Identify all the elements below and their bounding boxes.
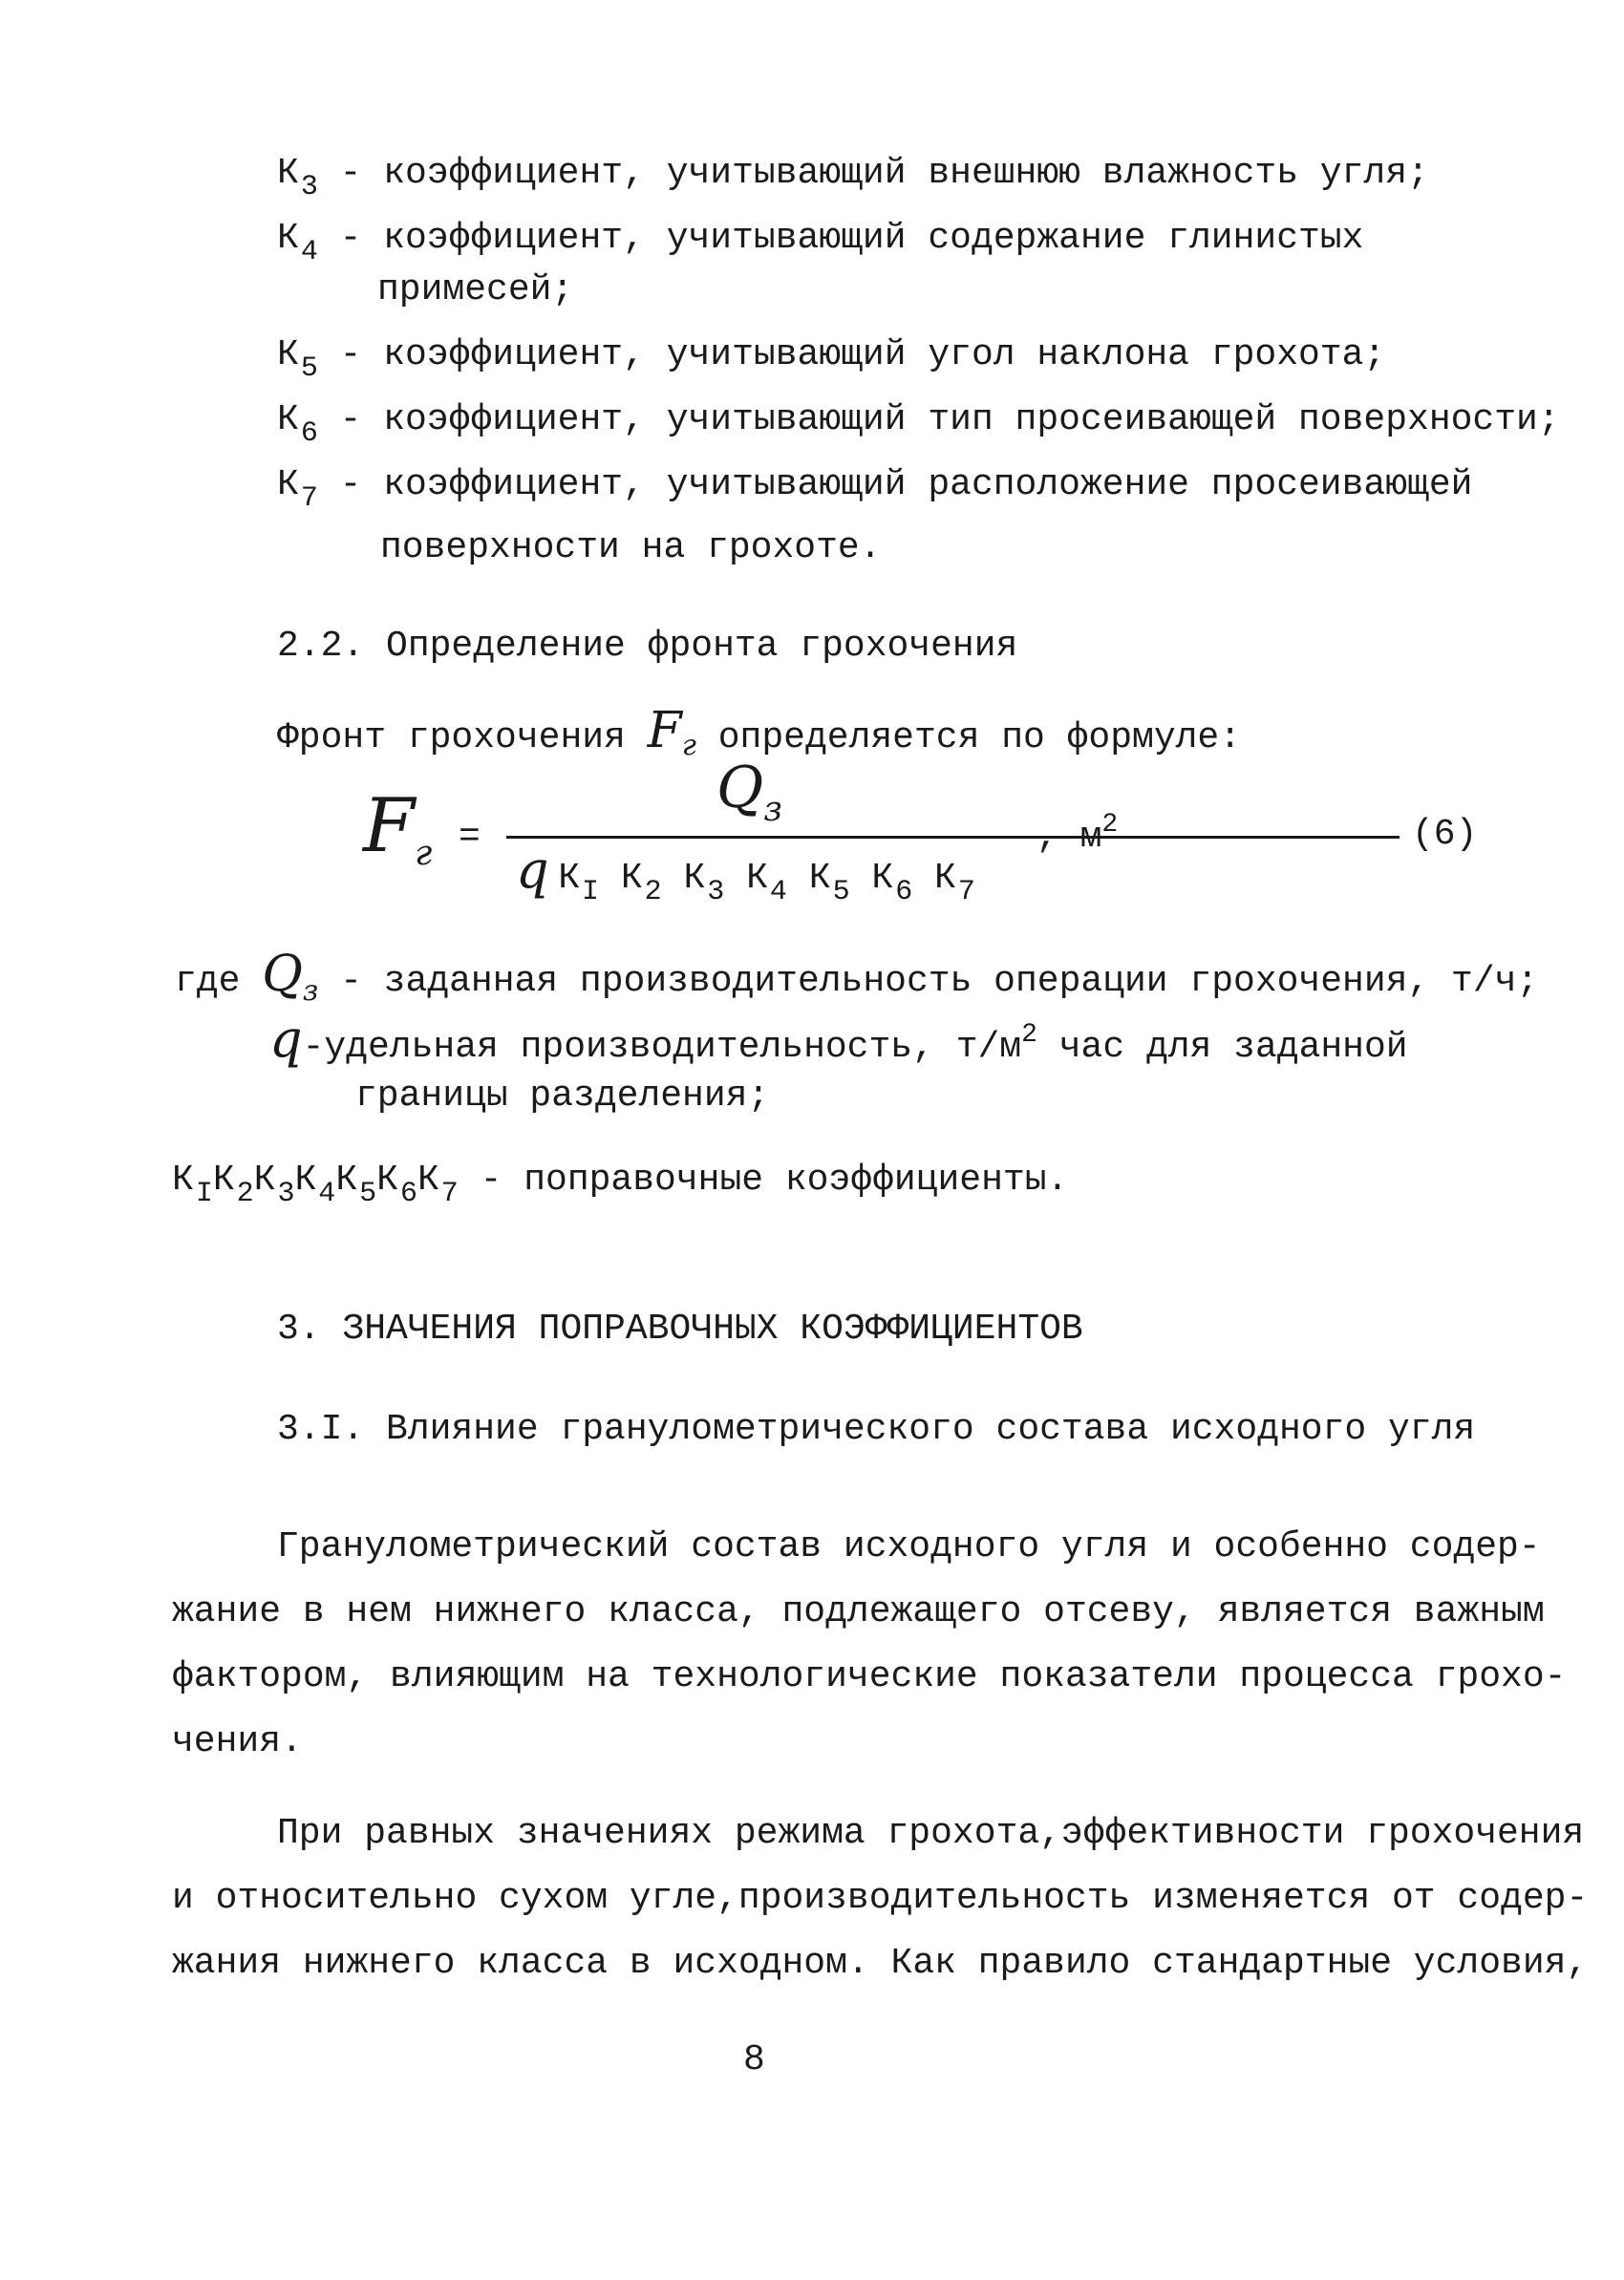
paragraph-2-line-3: жания нижнего класса в исходном. Как правило стандартные условия,: [172, 1943, 1589, 1984]
definition-text: - коэффициент, учитывающий содержание глинистых: [339, 218, 1364, 259]
definition-text: - коэффициент, учитывающий внешнюю влажность угля;: [339, 153, 1429, 194]
coefficient-symbol: К: [277, 334, 299, 375]
q-symbol: q: [269, 1009, 303, 1069]
unit-text: , м: [1036, 817, 1102, 858]
definition-k7-continuation: поверхности на грохоте.: [380, 527, 882, 568]
q-description-superscript: 2: [1021, 1020, 1037, 1050]
factor-symbol: К: [746, 858, 768, 899]
coeff-subscript: 6: [399, 1178, 417, 1210]
coeff-symbol: К: [253, 1160, 276, 1201]
factor-symbol: К: [558, 858, 580, 899]
section-2-2-heading: 2.2. Определение фронта грохочения: [277, 626, 1018, 667]
factor-subscript: I: [582, 876, 600, 908]
coeff-symbol: К: [172, 1160, 194, 1201]
q3-symbol: Q: [262, 946, 303, 1003]
coeff-subscript: 2: [236, 1178, 254, 1210]
factor-symbol: К: [683, 858, 706, 899]
where-q3-line: [175, 946, 1539, 1008]
factor-subscript: 5: [832, 876, 850, 908]
coefficient-symbol: К: [277, 464, 299, 505]
coefficient-subscript: 4: [300, 236, 318, 268]
where-q-line: [269, 1011, 1408, 1072]
section-3-1-heading: 3.I. Влияние гранулометрического состава исходного угля: [277, 1409, 1476, 1450]
factor-subscript: 7: [957, 876, 975, 908]
coeff-symbol: К: [335, 1160, 358, 1201]
definition-k5: [277, 334, 1386, 385]
formula-equals: =: [459, 817, 481, 858]
numerator-symbol: Q: [716, 755, 764, 821]
coeff-symbol: К: [212, 1160, 235, 1201]
coefficient-subscript: 6: [300, 417, 318, 450]
formula-6: [363, 755, 1509, 912]
coefficient-symbol: К: [277, 218, 299, 259]
coeff-subscript: 3: [277, 1178, 295, 1210]
factor-subscript: 2: [644, 876, 662, 908]
factor-symbol: К: [871, 858, 894, 899]
definition-text: - коэффициент, учитывающий расположение просеивающей: [339, 464, 1473, 505]
factor-symbol: К: [808, 858, 831, 899]
front-intro-after: определяется по формуле:: [717, 717, 1242, 758]
factor-subscript: 3: [707, 876, 725, 908]
factor-subscript: 4: [769, 876, 787, 908]
paragraph-2-line-1: При равных значениях режима грохота,эффективности грохочения: [277, 1813, 1585, 1854]
formula-lhs-symbol: F: [363, 783, 416, 869]
denominator-factors: [558, 858, 975, 908]
coeff-subscript: 5: [359, 1178, 377, 1210]
where-coefficients-line: [172, 1160, 1069, 1210]
paragraph-2-line-2: и относительно сухом угле,производительность изменяется от содер-: [172, 1878, 1589, 1919]
section-3-heading: 3. ЗНАЧЕНИЯ ПОПРАВОЧНЫХ КОЭФФИЦИЕНТОВ: [277, 1309, 1083, 1350]
numerator-subscript: з: [763, 790, 782, 829]
coefficients-description: - поправочные коэффициенты.: [480, 1160, 1069, 1201]
denominator-q: q: [516, 840, 549, 900]
coefficient-subscript: 3: [300, 171, 318, 203]
front-intro: [277, 702, 1242, 762]
formula-lhs-subscript: г: [415, 834, 433, 873]
factor-symbol: К: [934, 858, 956, 899]
fraction-bar: [506, 836, 1400, 839]
unit-superscript: 2: [1101, 810, 1119, 840]
paragraph-1-line-3: фактором, влияющим на технологические показатели процесса грохо-: [172, 1656, 1567, 1697]
definition-k6: [277, 399, 1560, 450]
q-description-part1: -удельная производительность, т/м: [302, 1027, 1022, 1068]
factor-subscript: 6: [895, 876, 913, 908]
definition-text: - коэффициент, учитывающий тип просеивающей поверхности;: [339, 399, 1560, 440]
factor-symbol: К: [620, 858, 643, 899]
coeff-subscript: 4: [318, 1178, 336, 1210]
front-intro-before: Фронт грохочения: [277, 717, 626, 758]
coeff-symbol: К: [376, 1160, 398, 1201]
definition-text: - коэффициент, учитывающий угол наклона грохота;: [339, 334, 1386, 375]
where-q-continuation: границы разделения;: [355, 1076, 770, 1117]
coefficient-symbol: К: [277, 399, 299, 440]
front-symbol: F: [647, 702, 682, 759]
definition-k7: [277, 464, 1473, 515]
coeff-symbol: К: [417, 1160, 439, 1201]
paragraph-1-line-4: чения.: [172, 1721, 303, 1762]
paragraph-1-line-1: Гранулометрический состав исходного угля и особенно содер-: [277, 1526, 1541, 1567]
coeff-subscript: 7: [440, 1178, 459, 1210]
paragraph-1-line-2: жание в нем нижнего класса, подлежащего отсеву, является важным: [172, 1591, 1545, 1632]
coefficient-subscript: 7: [300, 482, 318, 515]
q3-description: - заданная производительность операции грохочения, т/ч;: [340, 961, 1539, 1002]
formula-numerator: [716, 755, 782, 829]
coefficient-symbol: К: [277, 153, 299, 194]
coefficient-subscript: 5: [300, 352, 318, 385]
formula-number: (6): [1412, 814, 1478, 855]
coeff-symbol: К: [294, 1160, 317, 1201]
formula-unit: [1036, 810, 1119, 862]
where-label: где: [175, 961, 241, 1002]
formula-denominator: [516, 840, 975, 908]
definition-k3: [277, 153, 1429, 203]
formula-lhs: [363, 783, 433, 873]
coeff-subscript: I: [195, 1178, 213, 1210]
definition-k4-continuation: примесей;: [377, 269, 574, 310]
q3-subscript: з: [302, 974, 319, 1008]
q-description-part2: час для заданной: [1036, 1027, 1408, 1068]
definition-k4: [277, 218, 1364, 268]
page-number: 8: [743, 2039, 765, 2080]
front-symbol-subscript: г: [681, 729, 696, 762]
